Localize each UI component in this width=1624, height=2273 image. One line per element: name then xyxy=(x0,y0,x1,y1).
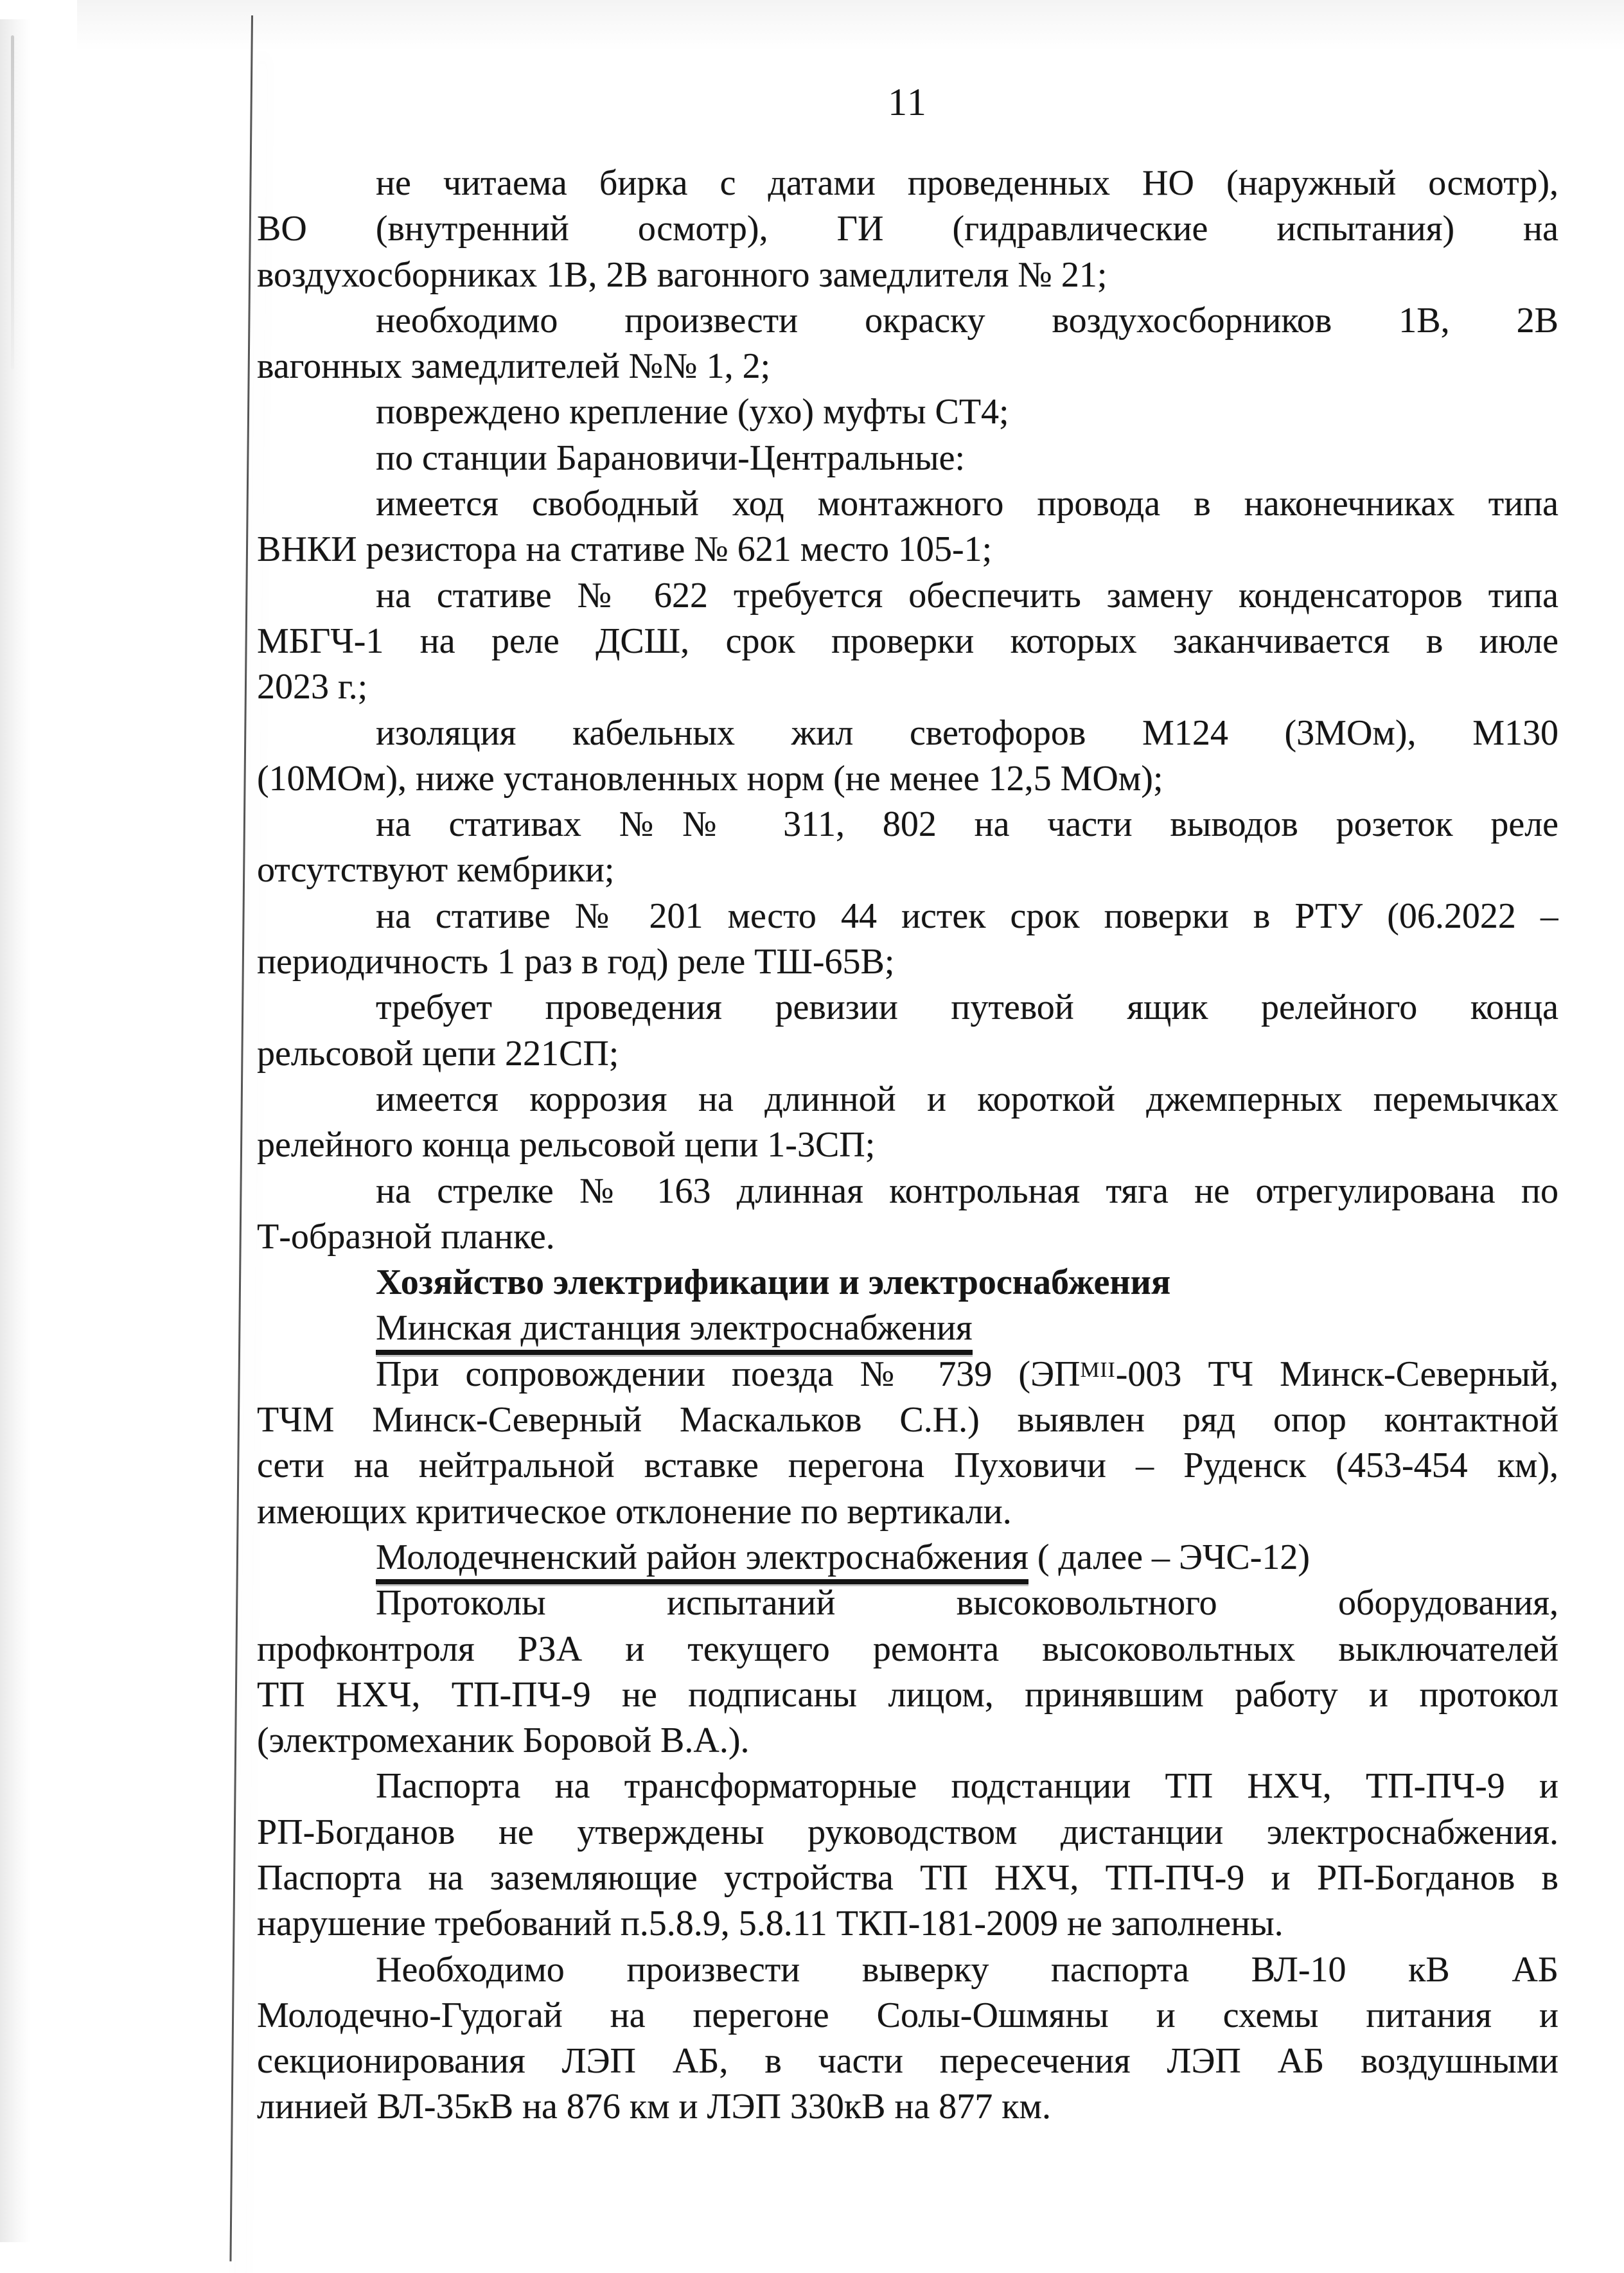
text-line: секционирования ЛЭП АБ, в части пересечения ЛЭП АБ воздушными xyxy=(257,2041,1558,2082)
underlined-text: Минская дистанция электроснабжения xyxy=(376,1308,973,1355)
text-line: Т-образной планке. xyxy=(257,1216,555,1257)
text-line: необходимо произвести окраску воздухосборников 1В, 2В xyxy=(376,300,1558,341)
text-line: МБГЧ-1 на реле ДСШ, срок проверки которых заканчивается в июле xyxy=(257,621,1558,661)
text-line: по станции Барановичи-Центральные: xyxy=(376,438,965,478)
text-line: релейного конца рельсовой цепи 1-3СП; xyxy=(257,1125,876,1165)
subsection-heading xyxy=(257,1535,1558,1580)
text-segment: При сопровождении поезда № 739 (ЭП xyxy=(376,1354,1081,1394)
text-line: ТЧМ Минск-Северный Маскальков С.Н.) выявлен ряд опор контактной xyxy=(257,1400,1558,1440)
text-line: периодичность 1 раз в год) реле ТШ-65В; xyxy=(257,942,895,982)
scan-edge-shadow-top xyxy=(77,0,1624,57)
text-line: Паспорта на заземляющие устройства ТП НХЧ, ТП-ПЧ-9 и РП-Богданов в xyxy=(257,1857,1558,1898)
page-number: 11 xyxy=(888,81,928,123)
section-heading: Хозяйство электрификации и электроснабжения xyxy=(376,1262,1171,1303)
underlined-text: Молодечненский район электроснабжения xyxy=(376,1537,1028,1584)
text-line: ВО (внутренний осмотр), ГИ (гидравлические испытания) на xyxy=(257,209,1558,249)
text-line: отсутствуют кембрики; xyxy=(257,850,615,890)
text-line: имеющих критическое отклонение по вертикали. xyxy=(257,1491,1012,1532)
text-line: профконтроля РЗА и текущего ремонта высоковольтных выключателей xyxy=(257,1629,1558,1669)
text-line: (электромеханик Боровой В.А.). xyxy=(257,1720,750,1761)
text-line: имеется коррозия на длинной и короткой джемперных перемычках xyxy=(376,1079,1558,1119)
text-line: (10МОм), ниже установленных норм (не менее 12,5 МОм); xyxy=(257,758,1163,799)
subsection-heading xyxy=(257,1305,1558,1351)
text-line: имеется свободный ход монтажного провода в наконечниках типа xyxy=(376,484,1558,524)
text-line: линией ВЛ-35кВ на 876 км и ЛЭП 330кВ на 877 км. xyxy=(257,2087,1051,2127)
text-segment: -003 ТЧ Минск-Северный, xyxy=(1115,1354,1558,1394)
text-line: Протоколы испытаний высоковольтного оборудования, xyxy=(376,1583,1558,1623)
scan-edge-shadow-left xyxy=(0,19,31,2242)
text-line: ВНКИ резистора на стативе № 621 место 105-1; xyxy=(257,529,993,570)
text-line xyxy=(257,1352,1558,1397)
text-line: требует проведения ревизии путевой ящик релейного конца xyxy=(376,987,1558,1028)
text-line: сети на нейтральной вставке перегона Пуховичи – Руденск (453-454 км), xyxy=(257,1446,1558,1486)
text-line: не читаема бирка с датами проведенных НО (наружный осмотр), xyxy=(376,163,1558,203)
text-line: Паспорта на трансформаторные подстанции ТП НХЧ, ТП-ПЧ-9 и xyxy=(376,1766,1558,1807)
text-line: на стативе № 622 требуется обеспечить замену конденсаторов типа xyxy=(376,575,1558,615)
text-line: воздухосборниках 1В, 2В вагонного замедлителя № 21; xyxy=(257,254,1108,295)
text-line: вагонных замедлителей №№ 1, 2; xyxy=(257,346,771,387)
text-line: повреждено крепление (ухо) муфты СТ4; xyxy=(376,392,1009,432)
text-line: рельсовой цепи 221СП; xyxy=(257,1033,619,1074)
text-line: ТП НХЧ, ТП-ПЧ-9 не подписаны лицом, принявшим работу и протокол xyxy=(257,1674,1558,1715)
text-line: на стативе № 201 место 44 истек срок поверки в РТУ (06.2022 – xyxy=(376,896,1558,936)
document-text-block xyxy=(257,161,1558,2130)
scan-edge-streak xyxy=(11,35,14,369)
superscript: МII xyxy=(1080,1358,1116,1382)
text-line: изоляция кабельных жил светофоров М124 (3МОм), М130 xyxy=(376,712,1558,753)
text-line: РП-Богданов не утверждены руководством дистанции электроснабжения. xyxy=(257,1812,1558,1852)
text-line: на стрелке № 163 длинная контрольная тяга не отрегулирована по xyxy=(376,1171,1558,1211)
text-line: Необходимо произвести выверку паспорта ВЛ-10 кВ АБ xyxy=(376,1949,1558,1990)
text-line: Молодечно-Гудогай на перегоне Солы-Ошмяны и схемы питания и xyxy=(257,1995,1558,2035)
margin-rule-line xyxy=(229,15,253,2261)
text-line: 2023 г.; xyxy=(257,667,368,707)
text-segment: ( далее – ЭЧС-12) xyxy=(1028,1537,1310,1577)
text-line: на стативах №№ 311, 802 на части выводов розеток реле xyxy=(376,804,1558,845)
text-line: нарушение требований п.5.8.9, 5.8.11 ТКП-181-2009 не заполнены. xyxy=(257,1904,1284,1944)
